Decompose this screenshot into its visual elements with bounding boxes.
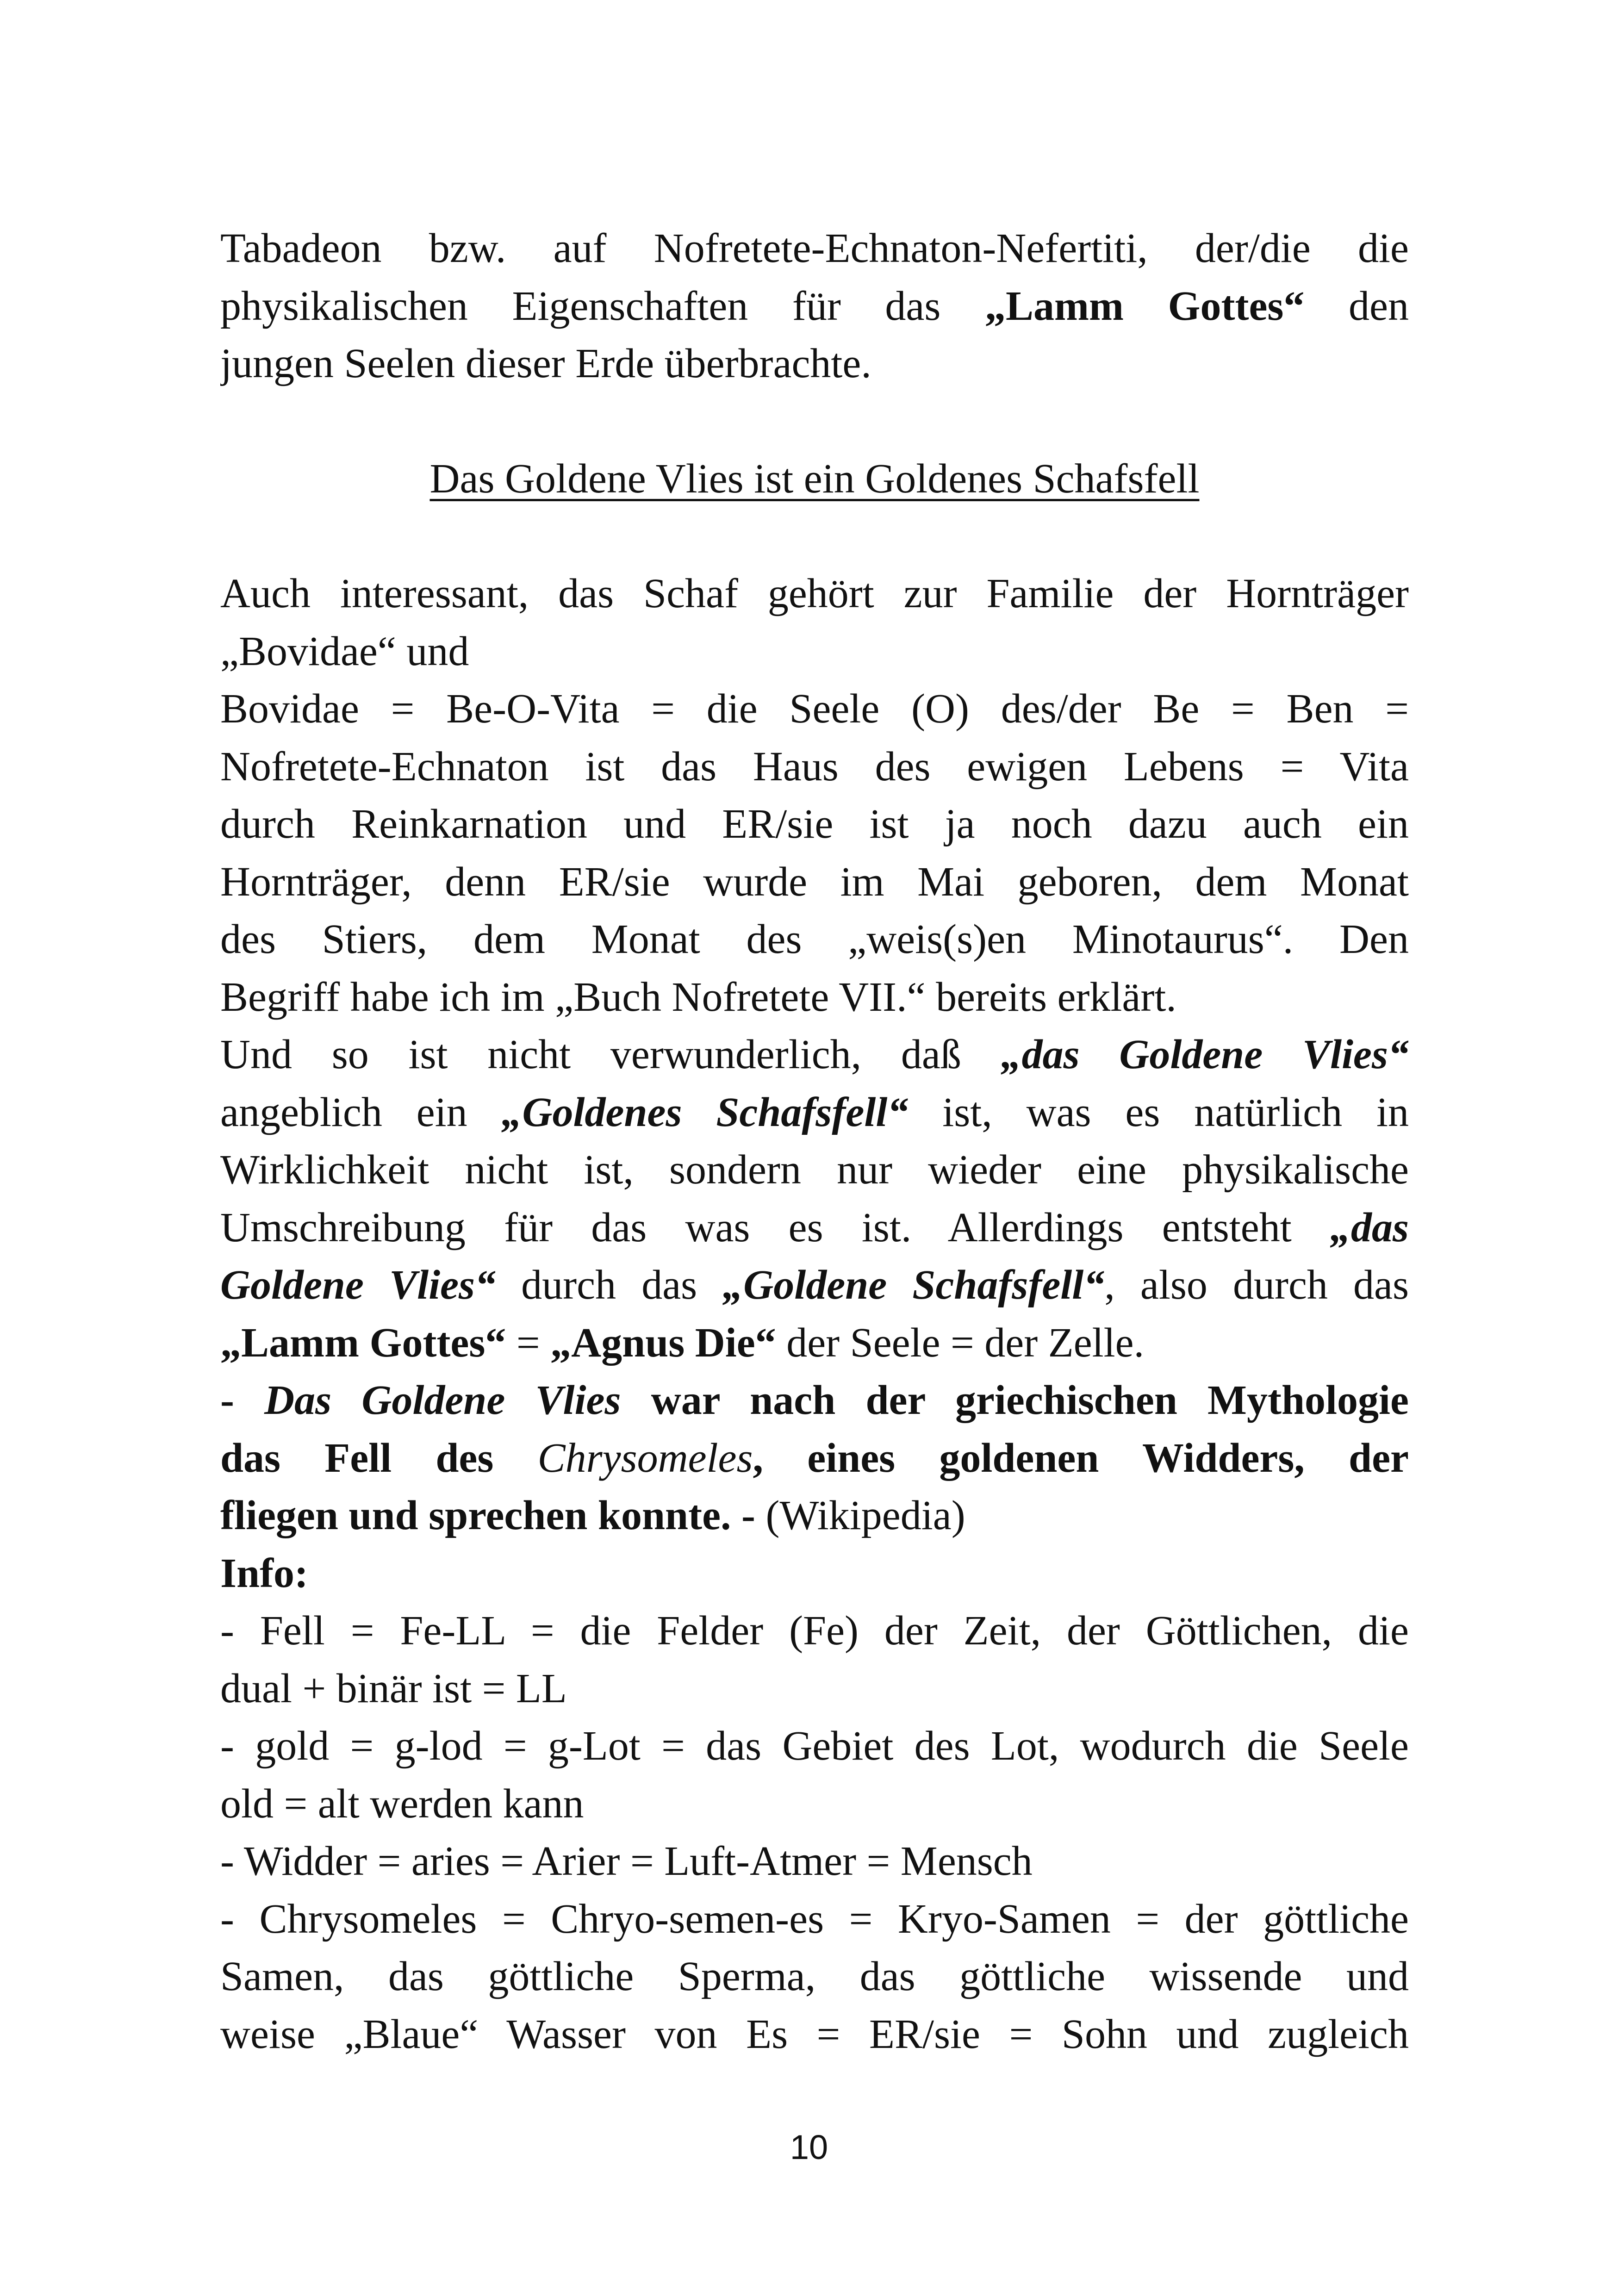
- info-line: [220, 1775, 1409, 1833]
- text-run: - Widder = aries = Arier = Luft-Atmer = Mensch: [220, 1838, 1033, 1884]
- source-citation: (Wikipedia): [755, 1493, 965, 1538]
- text-run: des Stiers, dem Monat des „weis(s)en Minotaurus“. Den: [220, 916, 1409, 962]
- text-run: Nofretete-Echnaton ist das Haus des ewigen Lebens = Vita: [220, 743, 1409, 790]
- paragraph-line: [220, 853, 1409, 911]
- text-run: Bovidae = Be-O-Vita = die Seele (O) des/der Be = Ben =: [220, 686, 1409, 732]
- paragraph-line: [220, 911, 1409, 969]
- bold-italic-term: Goldene Vlies“: [220, 1262, 496, 1308]
- bold-italic-term: „das Goldene Vlies“: [1001, 1032, 1409, 1077]
- text-run: durch Reinkarnation und ER/sie ist ja noch dazu auch ein: [220, 801, 1409, 847]
- paragraph-line: [220, 969, 1409, 1027]
- text-run: durch das: [496, 1262, 723, 1308]
- spacer: [220, 508, 1409, 565]
- info-line: [220, 1891, 1409, 1948]
- info-line: [220, 1717, 1409, 1775]
- info-line: [220, 1833, 1409, 1891]
- info-line: [220, 1660, 1409, 1718]
- text-run: angeblich ein: [220, 1089, 502, 1135]
- text-run: =: [506, 1319, 551, 1366]
- text-run: Auch interessant, das Schaf gehört zur Familie der Hornträger: [220, 571, 1409, 616]
- paragraph-line: [220, 335, 1409, 393]
- paragraph-line: [220, 278, 1409, 336]
- paragraph-line: [220, 565, 1409, 623]
- text-run: Hornträger, denn ER/sie wurde im Mai geboren, dem Monat: [220, 859, 1409, 905]
- text-run: Wirklichkeit nicht ist, sondern nur wieder eine physikalische: [220, 1147, 1409, 1193]
- text-run: den: [1304, 283, 1409, 329]
- text-run: der Seele = der Zelle.: [776, 1319, 1145, 1366]
- text-run: „Bovidae“ und: [220, 628, 469, 674]
- bold-italic-term: „das: [1330, 1204, 1409, 1251]
- paragraph-line: [220, 1314, 1409, 1372]
- text-column: [220, 220, 1409, 2063]
- section-heading: [220, 450, 1409, 508]
- text-run: jungen Seelen dieser Erde überbrachte.: [220, 341, 871, 386]
- text-run: Und so ist nicht verwunderlich, daß: [220, 1032, 1001, 1077]
- page-number: 10: [790, 2128, 828, 2166]
- bold-italic-term: „Goldene Schafsfell“: [722, 1262, 1105, 1308]
- info-line: [220, 1602, 1409, 1660]
- text-run: Tabadeon bzw. auf Nofretete-Echnaton-Nefertiti, der/die die: [220, 225, 1409, 271]
- paragraph-line: [220, 1026, 1409, 1084]
- paragraph-line: [220, 738, 1409, 796]
- text-run: - gold = g-lod = g-Lot = das Gebiet des Lot, wodurch die Seele: [220, 1723, 1409, 1769]
- text-run: - Chrysomeles = Chryo-semen-es = Kryo-Samen = der göttliche: [220, 1896, 1409, 1942]
- text-run: physikalischen Eigenschaften für das: [220, 283, 985, 329]
- text-run: - Fell = Fe-LL = die Felder (Fe) der Zeit, der Göttlichen, die: [220, 1608, 1409, 1654]
- text-run: Info:: [220, 1550, 309, 1596]
- text-run: Samen, das göttliche Sperma, das göttliche wissende und: [220, 1954, 1409, 1999]
- text-run: das Fell des: [220, 1435, 538, 1481]
- text-run: weise „Blaue“ Wasser von Es = ER/sie = Sohn und zugleich: [220, 2011, 1409, 2057]
- paragraph-line: [220, 220, 1409, 278]
- bold-term: „Agnus Die“: [550, 1319, 776, 1366]
- text-run: , also durch das: [1104, 1262, 1409, 1308]
- text-run: dual + binär ist = LL: [220, 1665, 567, 1711]
- quote-line: [220, 1372, 1409, 1430]
- bold-term: „Lamm Gottes“: [220, 1319, 506, 1366]
- quote-line: [220, 1430, 1409, 1487]
- paragraph-line: [220, 680, 1409, 738]
- paragraph-line: [220, 1141, 1409, 1199]
- text-run: old = alt werden kann: [220, 1780, 584, 1827]
- paragraph-line: [220, 796, 1409, 853]
- text-run: , eines goldenen Widders, der: [753, 1435, 1409, 1481]
- text-run: war nach der griechischen Mythologie: [621, 1377, 1409, 1423]
- quote-line: [220, 1487, 1409, 1545]
- paragraph-line: [220, 1084, 1409, 1142]
- bold-term: fliegen und sprechen konnte. -: [220, 1493, 755, 1538]
- text-run: -: [220, 1377, 265, 1423]
- bold-italic-term: „Goldenes Schafsfell“: [501, 1089, 909, 1135]
- italic-term: Chrysomeles: [537, 1435, 753, 1481]
- bold-term: „Lamm Gottes“: [984, 283, 1305, 329]
- info-line: [220, 1948, 1409, 2006]
- paragraph-line: [220, 623, 1409, 681]
- text-run: ist, was es natürlich in: [908, 1089, 1409, 1135]
- italic-term: Das Goldene Vlies: [264, 1377, 621, 1423]
- text-run: Begriff habe ich im „Buch Nofretete VII.“ bereits erklärt.: [220, 974, 1176, 1020]
- info-line: [220, 2006, 1409, 2064]
- info-label: [220, 1545, 1409, 1603]
- spacer: [220, 393, 1409, 450]
- paragraph-line: [220, 1257, 1409, 1314]
- text-run: Umschreibung für das was es ist. Allerdings entsteht: [220, 1204, 1330, 1251]
- paragraph-line: [220, 1199, 1409, 1257]
- heading-text: Das Goldene Vlies ist ein Goldenes Schafsfell: [429, 455, 1200, 502]
